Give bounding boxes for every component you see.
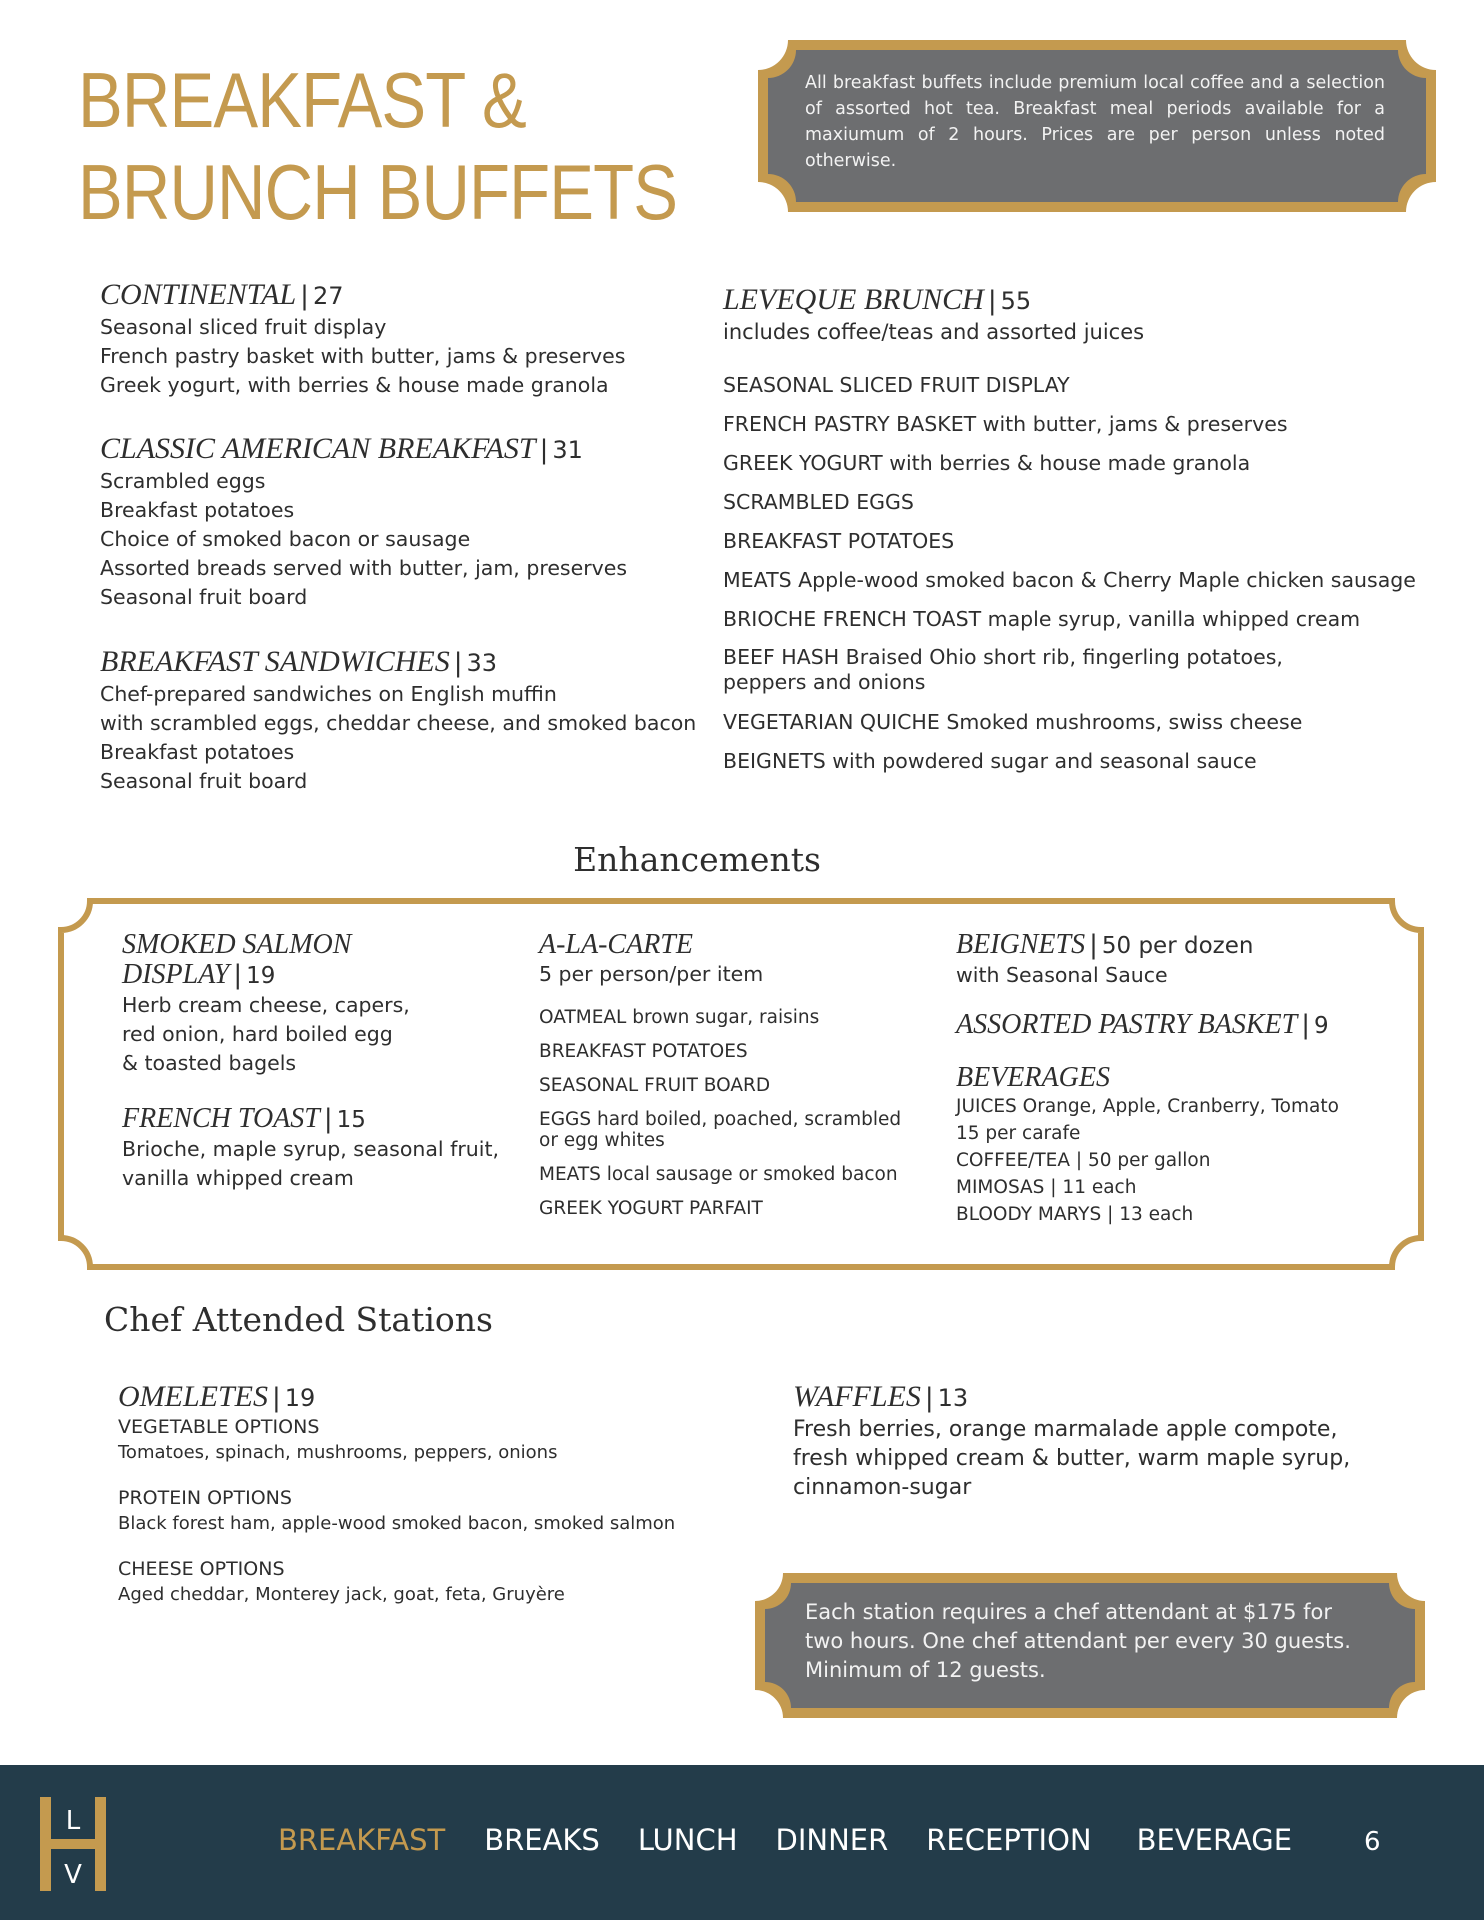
omeletes-name: OMELETES: [118, 1380, 268, 1413]
menu-item: Breakfast potatoes: [100, 498, 295, 522]
omeletes-section: [118, 1380, 758, 1608]
breakfast-sandwiches-name: BREAKFAST SANDWICHES: [100, 645, 450, 678]
breakfast-sandwiches-heading: BREAKFAST SANDWICHES | 33: [100, 645, 498, 678]
logo-letter-bottom: V: [64, 1860, 82, 1890]
leveque-brunch-heading: LEVEQUE BRUNCH | 55: [723, 283, 1032, 316]
breakfast-sandwiches-section: [100, 645, 720, 796]
nav-reception[interactable]: RECEPTION: [926, 1823, 1092, 1857]
menu-item: MIMOSAS | 11 each: [956, 1177, 1137, 1198]
menu-item: BRIOCHE FRENCH TOAST maple syrup, vanilla whipped cream: [723, 607, 1361, 631]
smoked-salmon-name-line-1: SMOKED SALMON: [122, 929, 352, 960]
menu-item: Chef-prepared sandwiches on English muffin: [100, 682, 557, 706]
menu-item: FRENCH PASTRY BASKET with butter, jams & preserves: [723, 412, 1288, 436]
menu-item: JUICES Orange, Apple, Cranberry, Tomato: [956, 1096, 1339, 1117]
beignets-subtitle: with Seasonal Sauce: [956, 963, 1168, 987]
french-toast-price: 15: [336, 1107, 366, 1133]
menu-item: Greek yogurt, with berries & house made granola: [100, 373, 609, 397]
menu-item: fresh whipped cream & butter, warm maple syrup,: [793, 1446, 1351, 1471]
option-text: Tomatoes, spinach, mushrooms, peppers, onions: [118, 1442, 558, 1463]
continental-heading: CONTINENTAL | 27: [100, 278, 344, 311]
menu-item: EGGS hard boiled, poached, scrambled or egg whites: [539, 1109, 902, 1151]
menu-item: BEEF HASH Braised Ohio short rib, fingerling potatoes, peppers and onions: [723, 645, 1283, 694]
beignets-name: BEIGNETS: [956, 929, 1086, 960]
menu-item: French pastry basket with butter, jams & preserves: [100, 344, 626, 368]
menu-item: GREEK YOGURT PARFAIT: [539, 1198, 763, 1219]
menu-item: BREAKFAST POTATOES: [539, 1041, 748, 1062]
nav-dinner[interactable]: DINNER: [775, 1823, 889, 1857]
menu-item: Seasonal sliced fruit display: [100, 315, 387, 339]
hotel-logo: [40, 1797, 106, 1891]
option-label: VEGETABLE OPTIONS: [118, 1416, 320, 1438]
menu-item: 15 per carafe: [956, 1123, 1081, 1144]
buffet-notice-plaque: [758, 40, 1436, 212]
station-note-plaque: [755, 1573, 1425, 1718]
a-la-carte-heading: A-LA-CARTE: [539, 929, 693, 960]
a-la-carte-subtitle: 5 per person/per item: [539, 962, 764, 986]
stations-heading: Chef Attended Stations: [104, 1300, 493, 1339]
omeletes-heading: OMELETES | 19: [118, 1380, 316, 1413]
menu-item: OATMEAL brown sugar, raisins: [539, 1007, 820, 1028]
leveque-brunch-section: [723, 283, 1423, 781]
french-toast-heading: FRENCH TOAST | 15: [122, 1103, 366, 1134]
classic-american-price: 31: [552, 436, 583, 464]
continental-section: [100, 278, 700, 400]
menu-item: Brioche, maple syrup, seasonal fruit,: [122, 1137, 500, 1161]
menu-item: Scrambled eggs: [100, 469, 266, 493]
menu-item: with scrambled eggs, cheddar cheese, and smoked bacon: [100, 711, 697, 735]
continental-price: 27: [312, 282, 344, 310]
station-note-text: Each station requires a chef attendant at $175 for two hours. One chef attendant per every 30 guests. Minimum of 12 guests.: [805, 1600, 1351, 1682]
menu-item: Seasonal fruit board: [100, 769, 308, 793]
menu-item: Breakfast potatoes: [100, 740, 295, 764]
buffet-notice-text: All breakfast buffets include premium local coffee and a selection of assorted hot tea. Breakfast meal periods available for a maxiumum of 2 hours. Prices are per person unless noted otherwise.: [805, 73, 1385, 171]
menu-item: Assorted breads served with butter, jam, preserves: [100, 556, 628, 580]
menu-item: VEGETARIAN QUICHE Smoked mushrooms, swiss cheese: [723, 710, 1303, 734]
menu-item: BLOODY MARYS | 13 each: [956, 1204, 1194, 1225]
continental-name: CONTINENTAL: [100, 278, 297, 311]
leveque-brunch-name: LEVEQUE BRUNCH: [723, 283, 984, 316]
menu-item: SCRAMBLED EGGS: [723, 490, 914, 514]
menu-item: Herb cream cheese, capers,: [122, 993, 410, 1017]
leveque-brunch-subtitle: includes coffee/teas and assorted juices: [723, 320, 1145, 344]
menu-item: & toasted bagels: [122, 1051, 297, 1075]
option-text: Black forest ham, apple-wood smoked bacon, smoked salmon: [118, 1513, 676, 1534]
beverages-heading: BEVERAGES: [956, 1062, 1110, 1093]
omeletes-price: 19: [284, 1384, 316, 1412]
footer-nav: [278, 1823, 1292, 1857]
nav-beverage[interactable]: BEVERAGE: [1136, 1823, 1293, 1857]
menu-item: SEASONAL FRUIT BOARD: [539, 1075, 771, 1096]
pastry-basket-price: 9: [1314, 1013, 1329, 1039]
menu-item: MEATS local sausage or smoked bacon: [539, 1164, 898, 1185]
classic-american-section: [100, 432, 720, 612]
menu-item: MEATS Apple-wood smoked bacon & Cherry Maple chicken sausage: [723, 568, 1416, 592]
pastry-basket-heading: ASSORTED PASTRY BASKET | 9: [956, 1009, 1329, 1040]
menu-item: vanilla whipped cream: [122, 1166, 354, 1190]
waffles-name: WAFFLES: [793, 1380, 921, 1413]
classic-american-heading: CLASSIC AMERICAN BREAKFAST | 31: [100, 432, 583, 465]
menu-item: BREAKFAST POTATOES: [723, 529, 955, 553]
logo-letter-top: L: [65, 1806, 81, 1836]
beignets-heading: BEIGNETS | 50 per dozen: [956, 929, 1254, 960]
breakfast-sandwiches-price: 33: [466, 649, 498, 677]
menu-item: Fresh berries, orange marmalade apple compote,: [793, 1417, 1338, 1442]
waffles-section: [793, 1380, 1413, 1502]
nav-breaks[interactable]: BREAKS: [484, 1823, 600, 1857]
menu-item: cinnamon-sugar: [793, 1475, 972, 1500]
pastry-basket-name: ASSORTED PASTRY BASKET: [956, 1009, 1298, 1040]
page-title: [78, 54, 677, 238]
smoked-salmon-name-line-2: DISPLAY: [122, 959, 230, 990]
classic-american-name: CLASSIC AMERICAN BREAKFAST: [100, 432, 536, 465]
menu-item: GREEK YOGURT with berries & house made granola: [723, 451, 1251, 475]
waffles-heading: WAFFLES | 13: [793, 1380, 969, 1413]
footer-bar: [0, 1765, 1484, 1920]
menu-item: Choice of smoked bacon or sausage: [100, 527, 471, 551]
menu-item: Seasonal fruit board: [100, 585, 308, 609]
menu-item: BEIGNETS with powdered sugar and seasonal sauce: [723, 749, 1257, 773]
waffles-price: 13: [937, 1384, 969, 1412]
smoked-salmon-price: 19: [246, 963, 276, 989]
leveque-brunch-price: 55: [1000, 287, 1032, 315]
menu-item: SEASONAL SLICED FRUIT DISPLAY: [723, 373, 1070, 397]
option-label: PROTEIN OPTIONS: [118, 1487, 292, 1509]
enhancements-heading: Enhancements: [573, 840, 821, 879]
option-text: Aged cheddar, Monterey jack, goat, feta, Gruyère: [118, 1584, 565, 1605]
beignets-price: 50 per dozen: [1101, 933, 1254, 959]
page-title-line-2: BRUNCH BUFFETS: [78, 148, 678, 236]
enhancements-column-3: [956, 930, 1396, 1228]
nav-breakfast[interactable]: BREAKFAST: [278, 1823, 446, 1857]
enhancements-column-1: [122, 930, 502, 1193]
smoked-salmon-heading: SMOKED SALMON DISPLAY | 19: [122, 930, 502, 991]
menu-item: COFFEE/TEA | 50 per gallon: [956, 1150, 1211, 1171]
french-toast-name: FRENCH TOAST: [122, 1103, 320, 1134]
page-title-line-1: BREAKFAST &: [78, 56, 526, 144]
page-number: 6: [1364, 1827, 1381, 1857]
option-label: CHEESE OPTIONS: [118, 1558, 285, 1580]
nav-lunch[interactable]: LUNCH: [637, 1823, 738, 1857]
menu-item: red onion, hard boiled egg: [122, 1022, 393, 1046]
enhancements-column-2: [539, 930, 919, 1226]
